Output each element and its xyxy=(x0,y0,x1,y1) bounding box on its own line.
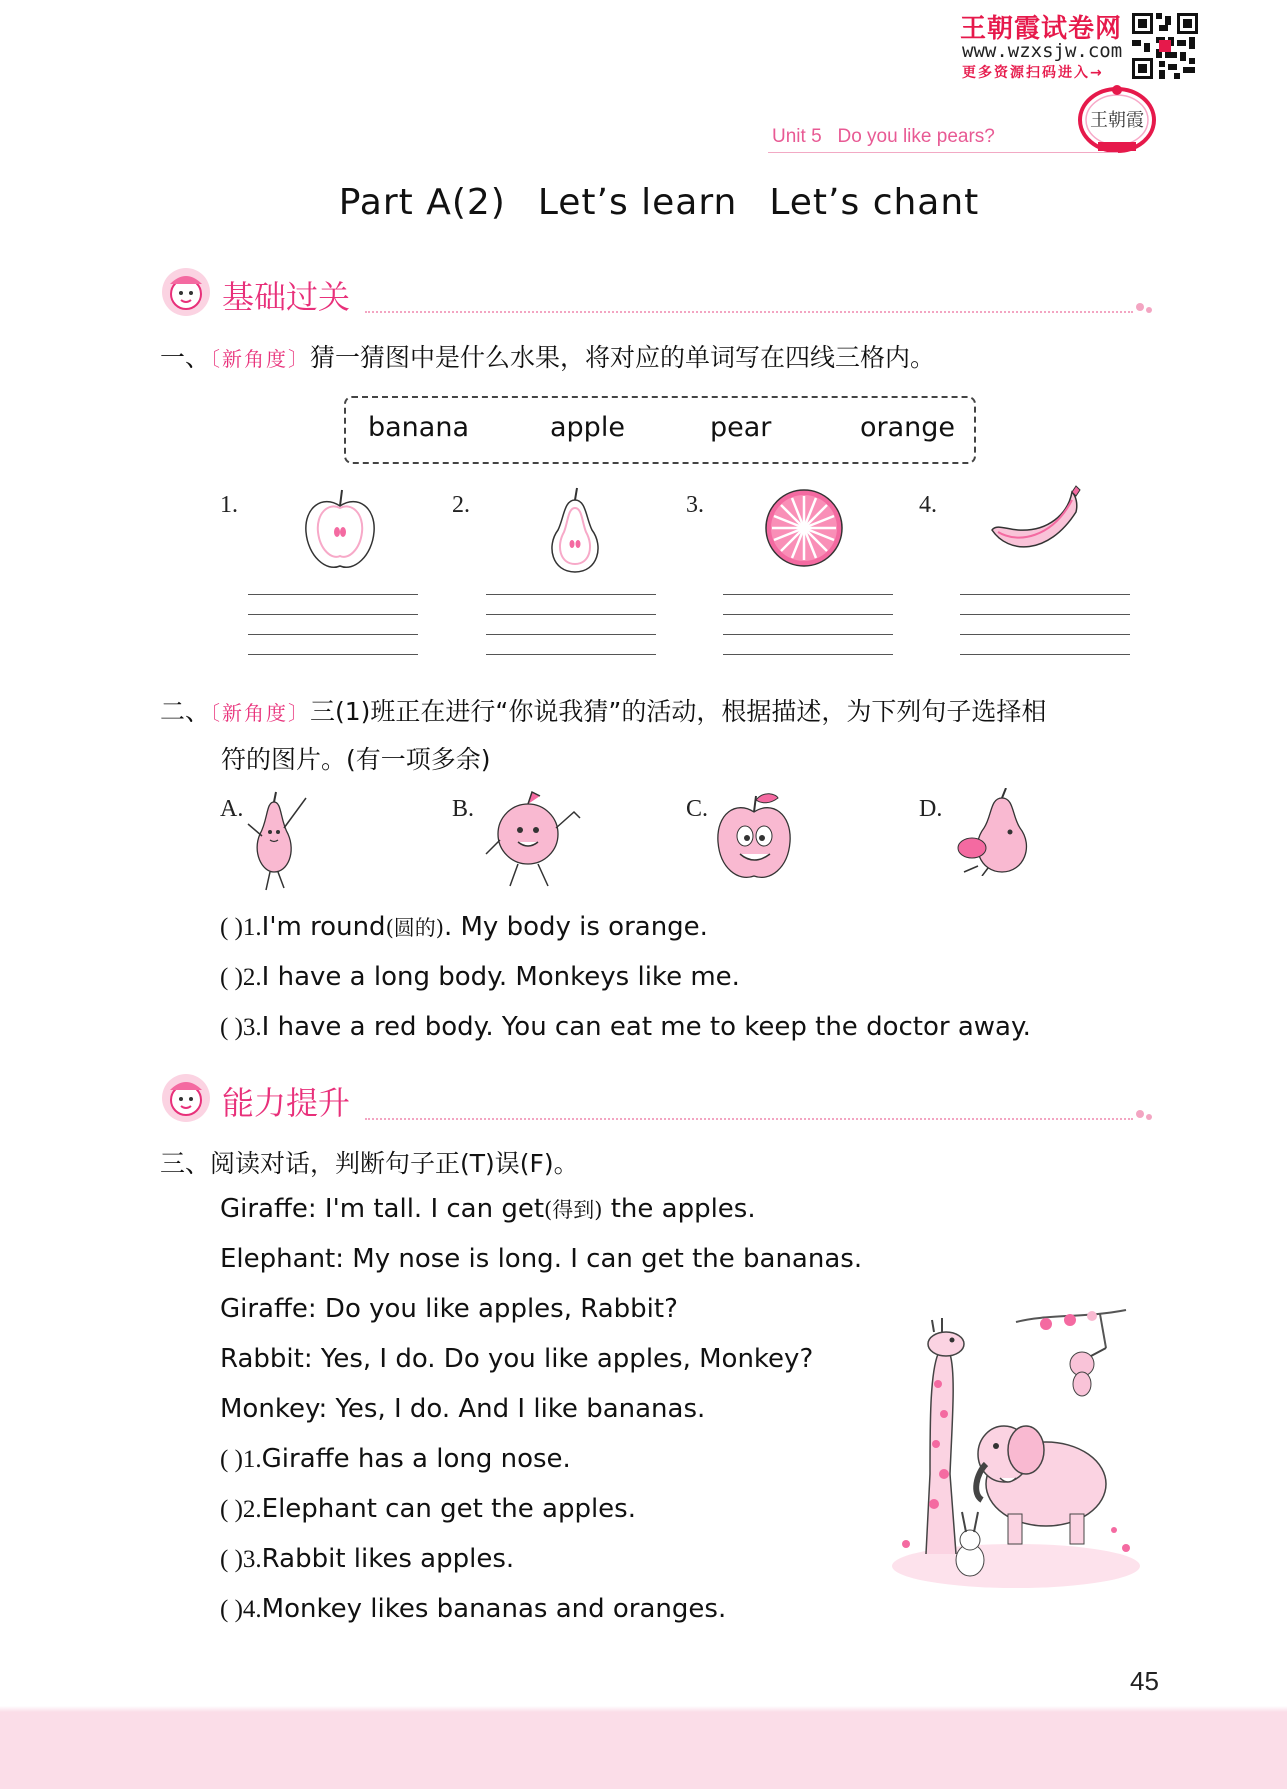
statement-number: 1. xyxy=(242,1446,262,1473)
writing-lines-2[interactable] xyxy=(486,594,656,658)
q2-option-label: D. xyxy=(919,796,943,822)
q1-item-number: 2. xyxy=(452,492,470,518)
unit-header-underline xyxy=(768,152,1118,153)
q1-text: 猜一猜图中是什么水果，将对应的单词写在四线三格内。 xyxy=(310,343,936,372)
pear-dancer-icon xyxy=(244,788,316,892)
banana-icon xyxy=(988,484,1084,564)
svg-text:王朝霞: 王朝霞 xyxy=(1090,110,1144,131)
q1-item-number: 1. xyxy=(220,492,238,518)
unit-header xyxy=(772,126,995,148)
answer-blank[interactable]: ( ) xyxy=(220,914,243,941)
answer-blank[interactable]: ( ) xyxy=(220,1446,243,1473)
divider-end-dot xyxy=(1146,307,1152,313)
sentence-text: . My body is orange. xyxy=(443,912,708,942)
title-part: Part A(2) xyxy=(338,182,506,223)
dialogue-text: Do you like apples, Rabbit? xyxy=(316,1294,678,1324)
sentence-note: (圆的) xyxy=(385,916,444,940)
brand-name: 王朝霞试卷网 xyxy=(960,14,1123,44)
section-mascot-icon xyxy=(160,266,212,318)
writing-lines-1[interactable] xyxy=(248,594,418,658)
word-bank-item: orange xyxy=(860,412,956,443)
unit-title: Do you like pears? xyxy=(837,126,995,147)
q1-item-number: 3. xyxy=(686,492,704,518)
dialogue-line xyxy=(220,1294,678,1324)
dialogue-speaker: Giraffe: xyxy=(220,1194,317,1224)
title-learn: Let’s learn xyxy=(537,182,738,223)
q2-new-angle-tag: 〔新角度〕 xyxy=(210,701,311,725)
qr-code-icon xyxy=(1132,13,1198,79)
dialogue-text: Yes, I do. And I like bananas. xyxy=(327,1394,706,1424)
section-divider xyxy=(365,311,1133,313)
q2-option-label: B. xyxy=(452,796,475,822)
statement-text: Rabbit likes apples. xyxy=(261,1544,515,1574)
statement-number: 4. xyxy=(242,1596,262,1623)
q1-prefix: 一、 xyxy=(160,343,211,372)
page-title xyxy=(0,182,1287,223)
word-bank-item: pear xyxy=(710,412,772,443)
orange-character-icon xyxy=(480,788,590,892)
statement-text: Giraffe has a long nose. xyxy=(261,1444,571,1474)
q3-statement-4 xyxy=(220,1594,726,1624)
section-mascot-icon xyxy=(160,1072,212,1124)
dialogue-speaker: Giraffe: xyxy=(220,1294,317,1324)
page-number: 45 xyxy=(1130,1666,1159,1696)
answer-blank[interactable]: ( ) xyxy=(220,1496,243,1523)
word-bank-item: apple xyxy=(550,412,625,443)
title-chant: Let’s chant xyxy=(769,182,980,223)
word-bank-item: banana xyxy=(368,412,469,443)
answer-blank[interactable]: ( ) xyxy=(220,1596,243,1623)
statement-number: 2. xyxy=(242,1496,262,1523)
dialogue-text: Yes, I do. Do you like apples, Monkey? xyxy=(312,1344,814,1374)
brand-seal-logo xyxy=(1076,82,1158,154)
q3-prefix: 三、 xyxy=(160,1149,211,1178)
statement-text: Elephant can get the apples. xyxy=(261,1494,636,1524)
brand-website: www.wzxsjw.com xyxy=(962,40,1123,62)
section-advanced-title: 能力提升 xyxy=(222,1084,351,1122)
animals-scene-illustration xyxy=(886,1304,1150,1594)
sentence-text: I have a long body. Monkeys like me. xyxy=(261,962,740,992)
bottom-decoration-band xyxy=(0,1712,1287,1789)
unit-number: Unit 5 xyxy=(772,126,822,147)
sentence-number: 3. xyxy=(242,1014,262,1041)
sentence-number: 1. xyxy=(242,914,262,941)
q3-statement-2 xyxy=(220,1494,636,1524)
pear-character-icon xyxy=(948,788,1038,876)
word-bank-box xyxy=(344,396,976,464)
pear-half-icon xyxy=(540,486,610,576)
apple-half-icon xyxy=(300,486,380,576)
section-basic-title: 基础过关 xyxy=(222,278,351,316)
answer-blank[interactable]: ( ) xyxy=(220,964,243,991)
answer-blank[interactable]: ( ) xyxy=(220,1546,243,1573)
dialogue-line xyxy=(220,1194,756,1224)
answer-blank[interactable]: ( ) xyxy=(220,1014,243,1041)
q3-instruction xyxy=(160,1144,579,1180)
dialogue-text: the apples. xyxy=(602,1194,756,1224)
divider-end-dot xyxy=(1146,1114,1152,1120)
dialogue-line xyxy=(220,1244,862,1274)
dialogue-text: I'm tall. I can get xyxy=(316,1194,545,1224)
dialogue-note: (得到) xyxy=(544,1198,603,1222)
divider-end-dot xyxy=(1136,1110,1144,1118)
brand-more-resources: 更多资源扫码进入→ xyxy=(962,65,1104,81)
sentence-number: 2. xyxy=(242,964,262,991)
dialogue-speaker: Rabbit: xyxy=(220,1344,313,1374)
q2-prefix: 二、 xyxy=(160,697,211,726)
q3-text: 阅读对话，判断句子正(T)误(F)。 xyxy=(210,1149,579,1178)
q1-instruction xyxy=(160,338,935,374)
section-divider xyxy=(365,1118,1133,1120)
q1-new-angle-tag: 〔新角度〕 xyxy=(210,347,311,371)
q2-option-label: A. xyxy=(220,796,244,822)
dialogue-speaker: Elephant: xyxy=(220,1244,344,1274)
statement-text: Monkey likes bananas and oranges. xyxy=(261,1594,727,1624)
q2-instruction-line1 xyxy=(160,692,1046,728)
q2-sentence-2 xyxy=(220,962,740,992)
q2-sentence-3 xyxy=(220,1012,1031,1042)
writing-lines-4[interactable] xyxy=(960,594,1130,658)
apple-character-icon xyxy=(712,788,796,884)
q2-instruction-line2: 符的图片。(有一项多余) xyxy=(221,745,491,774)
dialogue-line xyxy=(220,1344,813,1374)
dialogue-speaker: Monkey: xyxy=(220,1394,328,1424)
dialogue-line xyxy=(220,1394,705,1424)
divider-end-dot xyxy=(1136,303,1144,311)
sentence-text: I'm round xyxy=(261,912,386,942)
dialogue-text: My nose is long. I can get the bananas. xyxy=(344,1244,863,1274)
q2-text-line1: 三(1)班正在进行“你说我猜”的活动，根据描述，为下列句子选择相 xyxy=(310,697,1047,726)
orange-slice-icon xyxy=(764,488,844,568)
q2-option-label: C. xyxy=(686,796,709,822)
q3-statement-3 xyxy=(220,1544,514,1574)
writing-lines-3[interactable] xyxy=(723,594,893,658)
q3-statement-1 xyxy=(220,1444,571,1474)
sentence-text: I have a red body. You can eat me to keep the doctor away. xyxy=(261,1012,1031,1042)
q2-sentence-1 xyxy=(220,912,708,942)
q1-item-number: 4. xyxy=(919,492,937,518)
statement-number: 3. xyxy=(242,1546,262,1573)
